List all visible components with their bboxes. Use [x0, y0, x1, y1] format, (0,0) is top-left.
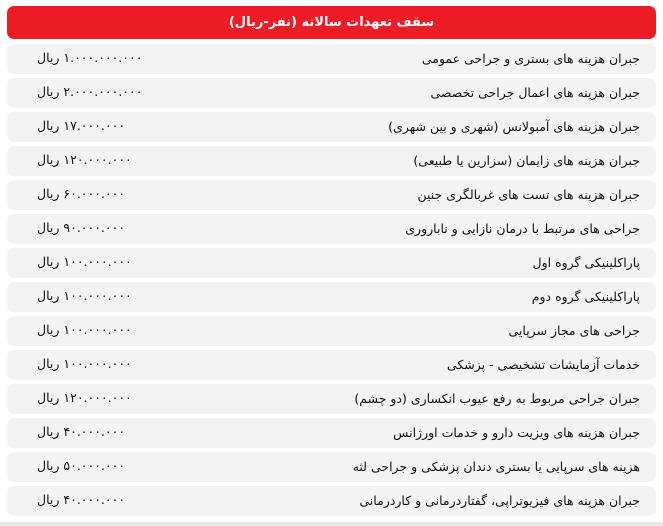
amount-value: ۱۰۰.۰۰۰.۰۰۰ [63, 288, 132, 303]
amount-value: ۱۰۰.۰۰۰.۰۰۰ [63, 254, 132, 269]
amount-value: ۹۰.۰۰۰.۰۰۰ [63, 220, 126, 235]
row-amount [37, 316, 132, 344]
currency-label: ریال [37, 458, 60, 473]
row-amount [37, 78, 142, 106]
row-amount [37, 486, 125, 514]
table-row [7, 44, 656, 74]
row-label: جراحی های مجاز سرپایی [508, 323, 640, 338]
amount-value: ۱۲۰.۰۰۰.۰۰۰ [63, 390, 132, 405]
amount-value: ۴۰.۰۰۰.۰۰۰ [63, 492, 126, 507]
row-label: جبران جراحی مربوط به رفع عیوب انکساری (دو چشم) [354, 391, 640, 406]
row-amount [37, 282, 132, 310]
table-row [7, 486, 656, 516]
table-row [7, 316, 656, 346]
table-row [7, 180, 656, 210]
currency-label: ریال [37, 492, 60, 507]
currency-label: ریال [37, 288, 60, 303]
row-label: جراحی های مرتبط با درمان نازایی و ناباروری [405, 221, 640, 236]
row-label: پاراکلینیکی گروه اول [532, 255, 640, 270]
currency-label: ریال [37, 356, 60, 371]
row-label: جبران هزینه های فیزیوتراپی، گفتاردرمانی و کاردرمانی [359, 493, 640, 508]
amount-value: ۶۰.۰۰۰.۰۰۰ [63, 186, 126, 201]
row-amount [37, 44, 142, 72]
row-label: جبران هزینه های تست های غربالگری جنین [417, 187, 640, 202]
amount-value: ۲.۰۰۰.۰۰۰.۰۰۰ [63, 84, 143, 99]
table-row [7, 350, 656, 380]
row-amount [37, 214, 125, 242]
row-label: هزینه های سرپایی یا بستری دندان پزشکی و جراحی لثه [352, 459, 640, 474]
currency-label: ریال [37, 50, 60, 65]
row-amount [37, 350, 132, 378]
row-label: جبران هزینه های زایمان (سزارین یا طبیعی) [413, 153, 640, 168]
currency-label: ریال [37, 152, 60, 167]
amount-value: ۴۰.۰۰۰.۰۰۰ [63, 424, 126, 439]
row-amount [37, 418, 125, 446]
amount-value: ۱.۰۰۰.۰۰۰.۰۰۰ [63, 50, 143, 65]
row-label: پاراکلینیکی گروه دوم [531, 289, 640, 304]
amount-value: ۱۰۰.۰۰۰.۰۰۰ [63, 322, 132, 337]
table-row [7, 78, 656, 108]
currency-label: ریال [37, 220, 60, 235]
currency-label: ریال [37, 186, 60, 201]
table-row [7, 248, 656, 278]
amount-value: ۱۰۰.۰۰۰.۰۰۰ [63, 356, 132, 371]
table-row [7, 418, 656, 448]
table-row [7, 214, 656, 244]
table-row [7, 146, 656, 176]
coverage-table [7, 0, 656, 516]
currency-label: ریال [37, 254, 60, 269]
currency-label: ریال [37, 322, 60, 337]
row-amount [37, 146, 132, 174]
currency-label: ریال [37, 118, 60, 133]
table-row [7, 452, 656, 482]
row-amount [37, 248, 132, 276]
row-label: جبران هزینه های ویزیت دارو و خدمات اورژانس [393, 425, 640, 440]
table-row [7, 112, 656, 142]
amount-value: ۱۷.۰۰۰.۰۰۰ [63, 118, 126, 133]
currency-label: ریال [37, 390, 60, 405]
row-label: خدمات آزمایشات تشخیصی - پزشکی [446, 357, 640, 372]
bottom-divider [0, 522, 663, 526]
table-row [7, 282, 656, 312]
row-label: جبران هزینه های اعمال جراحی تخصصی [430, 85, 640, 100]
currency-label: ریال [37, 84, 60, 99]
row-label: جبران هزینه های آمبولانس (شهری و بین شهری) [388, 119, 640, 134]
amount-value: ۱۲۰.۰۰۰.۰۰۰ [63, 152, 132, 167]
table-title: سقف تعهدات سالانه (نفر-ریال) [7, 6, 656, 39]
currency-label: ریال [37, 424, 60, 439]
row-amount [37, 112, 125, 140]
row-amount [37, 452, 125, 480]
row-amount [37, 180, 125, 208]
table-row [7, 384, 656, 414]
row-label: جبران هزینه های بستری و جراحی عمومی [421, 51, 640, 66]
amount-value: ۵۰.۰۰۰.۰۰۰ [63, 458, 126, 473]
row-amount [37, 384, 132, 412]
